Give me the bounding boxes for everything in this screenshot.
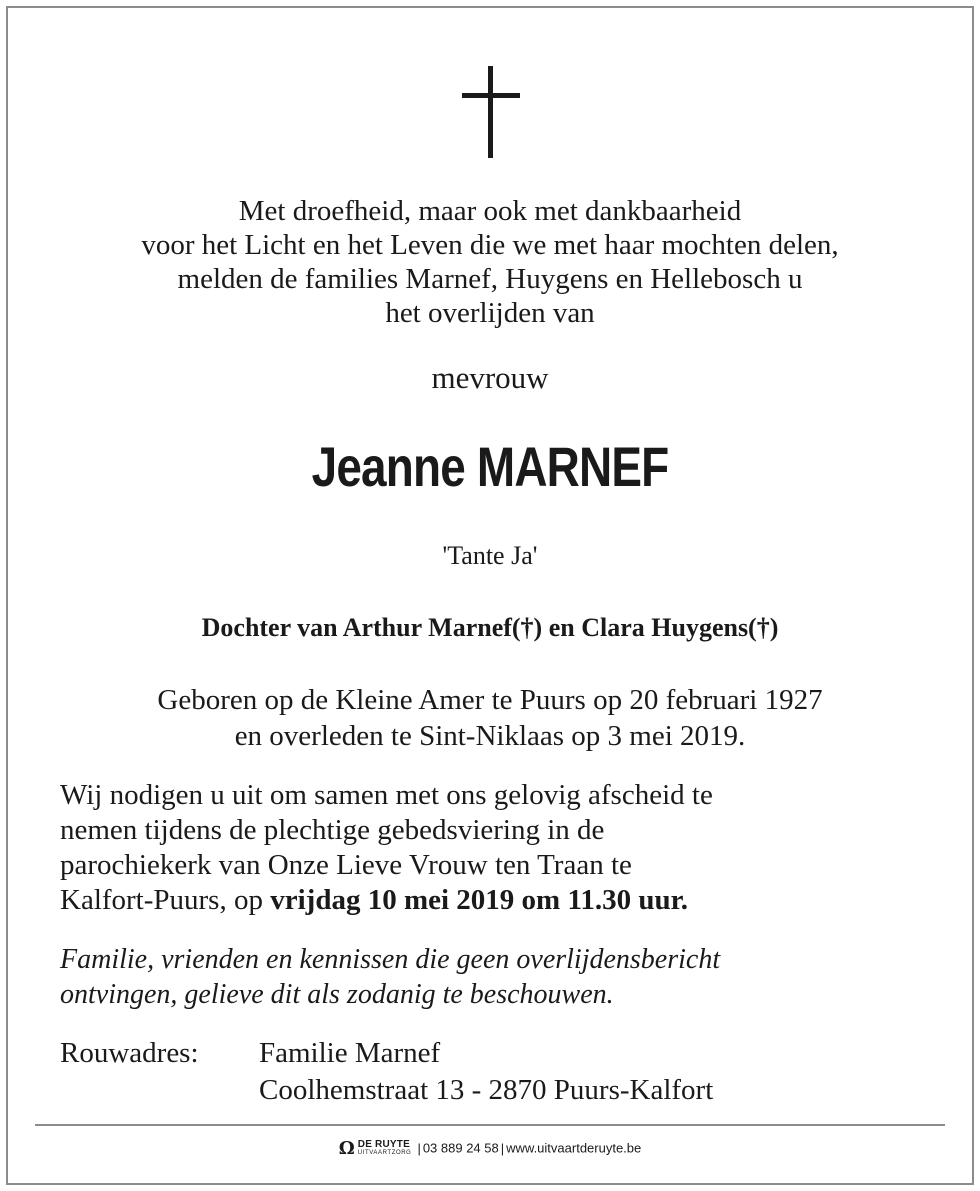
deceased-title: mevrouw: [431, 360, 549, 395]
address-line: Familie Marnef: [259, 1037, 441, 1069]
notice-note: [60, 942, 940, 1012]
ceremony-datetime: vrijdag 10 mei 2019 om 11.30 uur.: [270, 884, 689, 916]
invitation-last-line: [60, 883, 940, 918]
death-line: en overleden te Sint-Niklaas op 3 mei 2019.: [234, 720, 746, 752]
note-line: ontvingen, gelieve dit als zodanig te beschouwen.: [60, 979, 614, 1010]
footer-website[interactable]: www.uitvaartderuyte.be: [506, 1140, 642, 1156]
cross-icon: [462, 66, 520, 158]
intro-line: voor het Licht en het Leven die we met haar mochten delen,: [141, 229, 839, 261]
omega-icon: Ω: [338, 1137, 355, 1159]
footer-phone: 03 889 24 58: [422, 1140, 499, 1156]
deceased-nickname: 'Tante Ja': [442, 541, 538, 570]
brand-subtitle: UITVAARTZORG: [357, 1149, 412, 1156]
footer-separator: |: [500, 1140, 505, 1156]
birth-line: Geboren op de Kleine Amer te Puurs op 20 februari 1927: [157, 684, 823, 716]
footer-divider: [35, 1124, 945, 1126]
intro-line: melden de families Marnef, Huygens en Hellebosch u: [177, 263, 803, 295]
deceased-name: Jeanne MARNEF: [311, 435, 669, 498]
intro-line: het overlijden van: [385, 297, 595, 329]
brand-name: DE RUYTE: [357, 1138, 410, 1150]
brand-logo: [358, 1140, 412, 1158]
note-line: Familie, vrienden en kennissen die geen overlijdensbericht: [60, 944, 721, 975]
invitation-line: nemen tijdens de plechtige gebedsviering in de: [60, 814, 605, 846]
invitation-line: Wij nodigen u uit om samen met ons gelovig afscheid te: [60, 779, 713, 811]
invitation-place: Kalfort-Puurs, op: [60, 884, 271, 916]
footer-separator: |: [417, 1140, 421, 1156]
intro-line: Met droefheid, maar ook met dankbaarheid: [238, 195, 742, 227]
address-lines: [259, 1035, 713, 1109]
birth-death-text: [0, 682, 980, 754]
parents-line: Dochter van Arthur Marnef(†) en Clara Huygens(†): [201, 613, 779, 642]
address-label: Rouwadres:: [60, 1037, 199, 1069]
footer: [0, 1138, 980, 1159]
invitation-text: [60, 778, 940, 918]
address-line: Coolhemstraat 13 - 2870 Puurs-Kalfort: [259, 1074, 714, 1106]
invitation-line: parochiekerk van Onze Lieve Vrouw ten Traan te: [60, 849, 632, 881]
intro-text: [0, 194, 980, 330]
